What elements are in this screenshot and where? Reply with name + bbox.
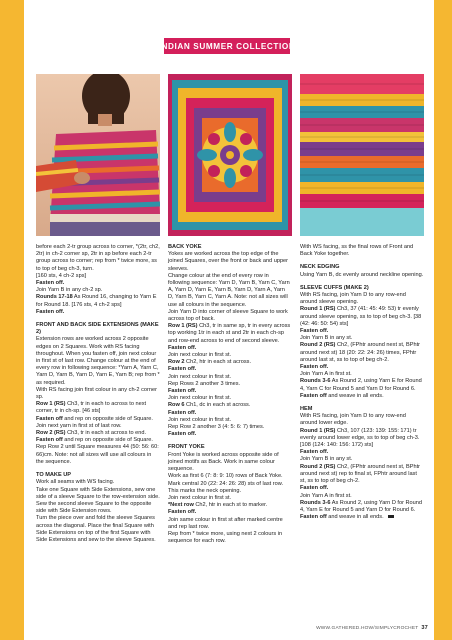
paragraph: Join next colour in first st. xyxy=(168,494,232,501)
bold-label: Rounds 17-18 xyxy=(36,294,73,301)
section-banner: INDIAN SUMMER COLLECTION xyxy=(164,38,290,54)
section-heading: FRONT YOKE xyxy=(168,444,205,451)
paragraph: Fasten off and rep on opposite side of Square. Rep Row 2 until Square measures 44 (50: 56: 60: 66)cm. Note: not all sizes will use all colours in the sequence. xyxy=(36,437,159,465)
paragraph: Yokes are worked across the top edge of the joined Squares, over the front or back and upper sleeves. xyxy=(168,251,289,272)
bold-label: Fasten off. xyxy=(168,431,197,438)
paragraph: Join Yarn A in first st. xyxy=(300,371,352,378)
paragraph: Join same colour in first st after marked centre and rep last row. xyxy=(168,516,283,530)
bold-label: Fasten off. xyxy=(36,280,65,287)
text-column-2 xyxy=(168,244,292,545)
footer-url: WWW.GATHERED.HOW/SIMPLYCROCHET xyxy=(316,626,419,631)
paragraph: Rep Row 2 another 3 (4: 5: 6: 7) times. xyxy=(168,424,265,431)
bold-label: Fasten off. xyxy=(300,485,329,492)
bold-label: Fasten off xyxy=(36,437,63,444)
bold-label: Round 1 (RS) xyxy=(300,306,336,313)
paragraph: Join Yarn D into corner of sleeve Square to work across top of back. xyxy=(168,308,288,323)
bold-label: Rounds 3-6 xyxy=(300,378,331,385)
paragraph: Join next colour in first st. xyxy=(168,352,232,359)
bold-label: Fasten off. xyxy=(300,449,329,456)
bold-label: Round 2 (RS) xyxy=(300,342,336,349)
paragraph xyxy=(36,309,160,316)
paragraph: With RS facing join first colour in any ch-2 corner sp. xyxy=(36,386,157,401)
bold-label: Fasten off. xyxy=(300,364,329,371)
paragraph: Change colour at the end of every row in following sequence: Yarn D, Yarn B, Yarn C, Yarn A, Yarn D, Yarn E, Yarn B, Yarn D, Yarn A, Yarn D, Yarn B, Yarn C, Yarn A. Note: not all sizes will use all colours in the sequence. xyxy=(168,272,290,308)
paragraph xyxy=(168,509,292,516)
paragraph: Work as first 6 (7: 8: 9: 10) rows of Back Yoke. Mark central 20 (22: 24: 26: 28) sts of last row. This marks the neck opening. xyxy=(168,473,284,494)
paragraph xyxy=(300,449,424,456)
paragraph: Join next colour in first st. xyxy=(168,395,232,402)
section-heading: FRONT AND BACK SIDE EXTENSIONS (MAKE 2) xyxy=(36,322,159,336)
paragraph xyxy=(168,410,292,417)
text-column-1 xyxy=(36,244,160,544)
paragraph: Extension rows are worked across 2 opposite edges on 2 Squares. Work with RS facing throughout. When you fasten off, join next colour in first st of last row. Change colour at the end of every row in following sequence: *Yarn A, Yarn C, Yarn D, Yarn B, Yarn D, Yarn E, Yarn B; rep from * as required. xyxy=(36,336,160,386)
paragraph: Round 2 (RS) Ch2, (FPhtr around next st, BPhtr around next st) rep to final st, FPhtr around last st, ss to top of beg ch-2. xyxy=(300,463,421,485)
paragraph: Row 2 (RS) Ch3, tr in each st across to end. xyxy=(36,430,147,437)
paragraph: Row 1 (RS) Ch3, tr in same sp, tr in every across top working 1tr in each st and 2tr in each ch-sp and row-end across to end of second sleeve. xyxy=(168,323,291,344)
page-number: 37 xyxy=(421,625,428,631)
paragraph xyxy=(300,364,424,371)
paragraph: [160 sts, 4 ch-2 sps] xyxy=(36,272,87,279)
paragraph: Using Yarn B, dc evenly around neckline opening. xyxy=(300,271,424,278)
paragraph: Rep Rows 2 another 3 times. xyxy=(168,380,241,387)
paragraph xyxy=(168,431,292,438)
bold-label: Row 6 xyxy=(168,402,185,409)
paragraph: Join Yarn B in any ch-2 sp. xyxy=(36,287,103,294)
section-heading: HEM xyxy=(300,406,313,413)
bold-label: Fasten off xyxy=(36,415,63,422)
bold-label: Round 2 (RS) xyxy=(300,463,336,470)
bold-label: Fasten off. xyxy=(168,509,197,516)
paragraph: Rep from * twice more, using next 2 colours in sequence for each row. xyxy=(168,530,283,545)
bold-label: Row 2 xyxy=(168,359,185,366)
paragraph: Round 2 (RS) Ch2, (FPhtr around next st, BPhtr around next st) 18 (20: 22: 24: 26) times, FPhtr around last st, ss to top of beg ch-2. xyxy=(300,342,421,363)
bold-label: Fasten off. xyxy=(36,308,65,315)
paragraph: Join Yarn B in any st. xyxy=(300,335,353,342)
paragraph: Round 1 (RS) Ch3, 37 (41: 45: 49: 53) tr evenly around sleeve opening, ss to top of beg ch-3. [38 (42: 46: 50: 54) sts] xyxy=(300,306,422,327)
bold-label: Fasten off. xyxy=(168,366,197,373)
page-footer xyxy=(316,625,428,631)
paragraph: Fasten off and weave in all ends. xyxy=(300,514,424,521)
paragraph: Work all seams with WS facing. xyxy=(36,479,115,486)
paragraph: With RS facing, join Yarn D to any row-end around lower edge. xyxy=(300,413,406,427)
bold-label: Fasten off. xyxy=(300,328,329,335)
paragraph: Join Yarn B in any st. xyxy=(300,456,353,463)
bold-label: Fasten off. xyxy=(168,344,197,351)
paragraph: Fasten off and rep on opposite side of Square. Join next yarn in first st of last row. xyxy=(36,415,153,429)
bold-label: Fasten off. xyxy=(168,388,197,395)
paragraph xyxy=(168,345,292,352)
paragraph: Row 1 (RS) Ch3, tr in each to across to next corner, tr in ch-sp. [46 sts] xyxy=(36,401,147,415)
end-mark-icon xyxy=(388,515,394,518)
paragraph xyxy=(36,280,160,287)
paragraph: With WS facing, ss the final rows of Front and Back Yoke together. xyxy=(300,244,414,258)
paragraph: With RS facing, join Yarn D to any row-end around sleeve opening. xyxy=(300,292,406,306)
paragraph xyxy=(168,388,292,395)
bold-label: Rounds 3-6 xyxy=(300,499,331,506)
bold-label: *Next row xyxy=(168,502,194,509)
paragraph: Front Yoke is worked across opposite side of joined motifs as Back. Work in same colour sequence. xyxy=(168,451,279,473)
paragraph xyxy=(300,328,424,335)
paragraph: Round 1 (RS) Ch3, 107 (123: 139: 155: 171) tr evenly around lower edge, ss to top of beg ch-3. [108 (124: 140: 156: 172) sts] xyxy=(300,427,420,449)
paragraph xyxy=(168,366,292,373)
photo-model-wearing-top xyxy=(36,74,160,236)
paragraph: Join Yarn A in first st. xyxy=(300,492,352,499)
paragraph: Fasten off and weave in all ends. xyxy=(300,392,384,399)
paragraph: Take one Square with Side Extensions, sew one side of a sleeve Square to the row-extension side. Sew the second sleeve Square to the opposite side with Side Extension rows. xyxy=(36,486,160,515)
paragraph: Join next colour in first st. xyxy=(168,373,232,380)
paragraph: Rounds 3-6 As Round 2, using Yarn D for Round 4, Yarn E for Round 5 and Yarn D for Round 6. xyxy=(300,499,422,513)
bold-label: Fasten off xyxy=(300,392,327,399)
bold-label: Row 1 (RS) xyxy=(36,401,66,408)
paragraph xyxy=(300,485,424,492)
photo-cuff-detail xyxy=(300,74,424,236)
bold-label: Round 1 (RS) xyxy=(300,427,336,434)
section-heading: BACK YOKE xyxy=(168,244,202,250)
bold-label: Row 1 (RS) xyxy=(168,323,198,330)
paragraph: Row 6 Ch1, dc in each st across. xyxy=(168,402,251,409)
paragraph: Row 2 Ch2, htr in each st across. xyxy=(168,359,252,366)
bold-label: Fasten off. xyxy=(168,409,197,416)
text-column-3 xyxy=(300,244,424,521)
paragraph: *Next row Ch2, htr in each st to marker. xyxy=(168,502,268,509)
paragraph: Turn the piece over and fold the sleeve Squares across the diagonal. Place the final Square with Side Extensions on top of the first Square with Side Extensions and sew to the sleeve Squares. xyxy=(36,515,156,543)
paragraph: Rounds 3-6 As Round 2, using Yarn E for Round 4, Yarn C for Round 5 and Yarn D for Round 6. xyxy=(300,378,422,392)
section-heading: NECK EDGING xyxy=(300,264,340,271)
paragraph: Join next colour in first st. xyxy=(168,416,232,423)
bold-label: Row 2 (RS) xyxy=(36,430,66,437)
paragraph: Rounds 17-18 As Round 16, changing to Yarn E for Round 18. [176 sts, 4 ch-2 sps] xyxy=(36,294,157,308)
section-heading: SLEEVE CUFFS (MAKE 2) xyxy=(300,284,369,291)
photo-granny-square-closeup xyxy=(168,74,292,236)
section-heading: TO MAKE UP xyxy=(36,472,72,479)
paragraph: before each 2-tr group across to corner, *(2tr, ch2, 2tr) in ch-2 corner sp, 2tr in sp before each 2-tr group across to corner; rep from * twice more, ss to top of beg ch-3, turn. xyxy=(36,244,160,272)
bold-label: Fasten off xyxy=(300,514,327,521)
